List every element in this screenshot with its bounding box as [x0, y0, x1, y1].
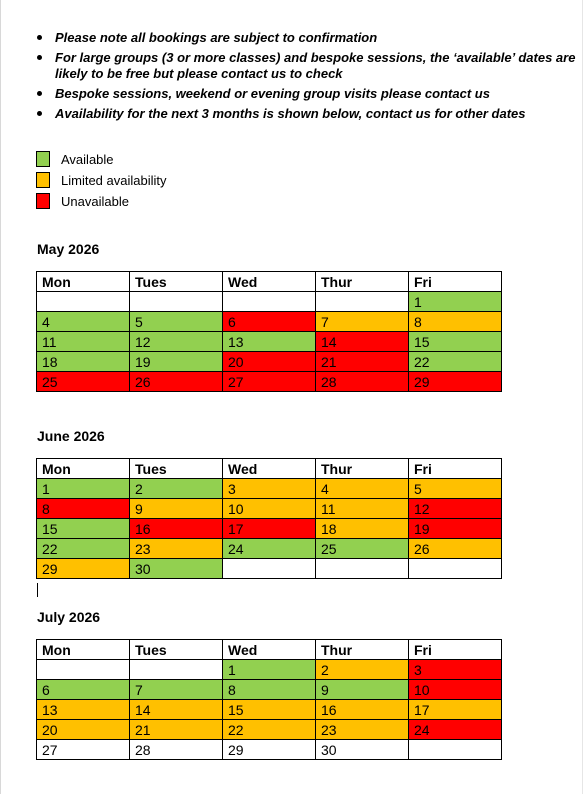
day-header: Thur — [316, 272, 409, 292]
calendar-week-row — [37, 680, 502, 700]
day-header: Mon — [37, 640, 130, 660]
calendar-day-cell: 5 — [130, 312, 223, 332]
calendar-day-cell: 29 — [37, 559, 130, 579]
calendar-day-cell: 12 — [409, 499, 502, 519]
page-edge-left — [0, 0, 1, 794]
calendar-day-cell: 3 — [223, 479, 316, 499]
calendar-day-cell: 8 — [37, 499, 130, 519]
calendar-day-cell: 27 — [223, 372, 316, 392]
calendar-day-cell: 29 — [409, 372, 502, 392]
calendar-day-cell: 20 — [37, 720, 130, 740]
calendar-day-cell: 10 — [223, 499, 316, 519]
calendar-day-cell: 16 — [316, 700, 409, 720]
calendar-day-cell: 19 — [409, 519, 502, 539]
calendar-day-cell: 1 — [223, 660, 316, 680]
calendar-week-row — [37, 720, 502, 740]
calendar-day-cell: 1 — [37, 479, 130, 499]
calendar-week-row — [37, 292, 502, 312]
legend-swatch-limited — [36, 172, 50, 188]
calendar-day-cell: 22 — [37, 539, 130, 559]
calendar-day-cell: 7 — [316, 312, 409, 332]
legend-item-unavailable — [36, 192, 167, 210]
calendar-week-row — [37, 372, 502, 392]
legend-item-available — [36, 150, 167, 168]
calendar-day-cell: 5 — [409, 479, 502, 499]
day-header: Tues — [130, 640, 223, 660]
day-header: Wed — [223, 640, 316, 660]
calendar-day-cell: 17 — [223, 519, 316, 539]
calendar-day-cell: 6 — [223, 312, 316, 332]
calendar-week-row — [37, 312, 502, 332]
booking-notes-list — [37, 30, 577, 126]
calendar-day-cell: 24 — [223, 539, 316, 559]
legend-label: Limited availability — [61, 172, 167, 188]
calendar-day-cell: 15 — [37, 519, 130, 539]
calendar-day-cell: 19 — [130, 352, 223, 372]
calendar-day-cell: 14 — [316, 332, 409, 352]
calendar-day-cell: 15 — [223, 700, 316, 720]
note-item: Availability for the next 3 months is shown below, contact us for other dates — [37, 106, 577, 122]
calendar-day-cell — [37, 292, 130, 312]
calendar-day-cell: 20 — [223, 352, 316, 372]
calendar-week-row — [37, 519, 502, 539]
day-header: Tues — [130, 272, 223, 292]
day-header: Wed — [223, 459, 316, 479]
day-header: Mon — [37, 272, 130, 292]
calendar-day-cell: 21 — [130, 720, 223, 740]
legend-swatch-unavailable — [36, 193, 50, 209]
calendar-week-row — [37, 499, 502, 519]
legend-label: Unavailable — [61, 193, 129, 209]
month-title-june: June 2026 — [37, 428, 105, 444]
calendar-day-cell: 24 — [409, 720, 502, 740]
calendar-day-cell: 22 — [409, 352, 502, 372]
calendar-day-cell — [409, 740, 502, 760]
calendar-day-cell: 27 — [37, 740, 130, 760]
calendar-day-cell: 8 — [223, 680, 316, 700]
calendar-day-cell: 4 — [37, 312, 130, 332]
day-header: Fri — [409, 640, 502, 660]
calendar-day-cell — [409, 559, 502, 579]
note-item: Please note all bookings are subject to confirmation — [37, 30, 577, 46]
day-header: Wed — [223, 272, 316, 292]
calendar-day-cell — [316, 292, 409, 312]
calendar-june — [36, 458, 502, 579]
calendar-week-row — [37, 660, 502, 680]
calendar-may — [36, 271, 502, 392]
calendar-header-row — [37, 272, 502, 292]
calendar-day-cell: 12 — [130, 332, 223, 352]
calendar-day-cell: 9 — [316, 680, 409, 700]
calendar-day-cell: 15 — [409, 332, 502, 352]
calendar-week-row — [37, 352, 502, 372]
calendar-day-cell: 2 — [316, 660, 409, 680]
calendar-day-cell: 2 — [130, 479, 223, 499]
day-header: Thur — [316, 459, 409, 479]
calendar-header-row — [37, 459, 502, 479]
calendar-header-row — [37, 640, 502, 660]
calendar-day-cell: 21 — [316, 352, 409, 372]
calendar-day-cell: 17 — [409, 700, 502, 720]
calendar-day-cell: 18 — [37, 352, 130, 372]
day-header: Fri — [409, 459, 502, 479]
legend-item-limited — [36, 171, 167, 189]
calendar-day-cell: 1 — [409, 292, 502, 312]
calendar-day-cell: 25 — [316, 539, 409, 559]
calendar-day-cell: 25 — [37, 372, 130, 392]
calendar-july — [36, 639, 502, 760]
calendar-day-cell: 26 — [409, 539, 502, 559]
calendar-day-cell: 28 — [130, 740, 223, 760]
calendar-week-row — [37, 479, 502, 499]
calendar-day-cell: 26 — [130, 372, 223, 392]
calendar-day-cell — [130, 660, 223, 680]
calendar-day-cell: 30 — [130, 559, 223, 579]
calendar-day-cell: 23 — [130, 539, 223, 559]
text-cursor — [37, 583, 38, 597]
calendar-day-cell: 16 — [130, 519, 223, 539]
day-header: Mon — [37, 459, 130, 479]
calendar-day-cell: 4 — [316, 479, 409, 499]
calendar-week-row — [37, 700, 502, 720]
note-item: For large groups (3 or more classes) and bespoke sessions, the ‘available’ dates are likely to be free but please contact us to check — [37, 50, 577, 82]
calendar-day-cell: 9 — [130, 499, 223, 519]
calendar-day-cell: 28 — [316, 372, 409, 392]
note-item: Bespoke sessions, weekend or evening group visits please contact us — [37, 86, 577, 102]
calendar-week-row — [37, 332, 502, 352]
calendar-day-cell: 11 — [316, 499, 409, 519]
legend-swatch-available — [36, 151, 50, 167]
calendar-day-cell: 22 — [223, 720, 316, 740]
day-header: Fri — [409, 272, 502, 292]
calendar-day-cell: 3 — [409, 660, 502, 680]
calendar-day-cell: 8 — [409, 312, 502, 332]
calendar-day-cell: 10 — [409, 680, 502, 700]
calendar-day-cell: 13 — [37, 700, 130, 720]
calendar-day-cell: 29 — [223, 740, 316, 760]
calendar-day-cell — [316, 559, 409, 579]
calendar-day-cell: 13 — [223, 332, 316, 352]
calendar-day-cell — [223, 292, 316, 312]
calendar-day-cell — [130, 292, 223, 312]
month-title-july: July 2026 — [37, 609, 101, 625]
availability-legend — [36, 150, 167, 213]
calendar-day-cell — [223, 559, 316, 579]
calendar-day-cell: 23 — [316, 720, 409, 740]
day-header: Thur — [316, 640, 409, 660]
calendar-day-cell: 30 — [316, 740, 409, 760]
calendar-week-row — [37, 539, 502, 559]
calendar-week-row — [37, 740, 502, 760]
month-title-may: May 2026 — [37, 241, 100, 257]
calendar-week-row — [37, 559, 502, 579]
calendar-day-cell: 14 — [130, 700, 223, 720]
calendar-day-cell: 6 — [37, 680, 130, 700]
calendar-day-cell: 18 — [316, 519, 409, 539]
day-header: Tues — [130, 459, 223, 479]
legend-label: Available — [61, 151, 114, 167]
calendar-day-cell: 11 — [37, 332, 130, 352]
calendar-day-cell — [37, 660, 130, 680]
calendar-day-cell: 7 — [130, 680, 223, 700]
